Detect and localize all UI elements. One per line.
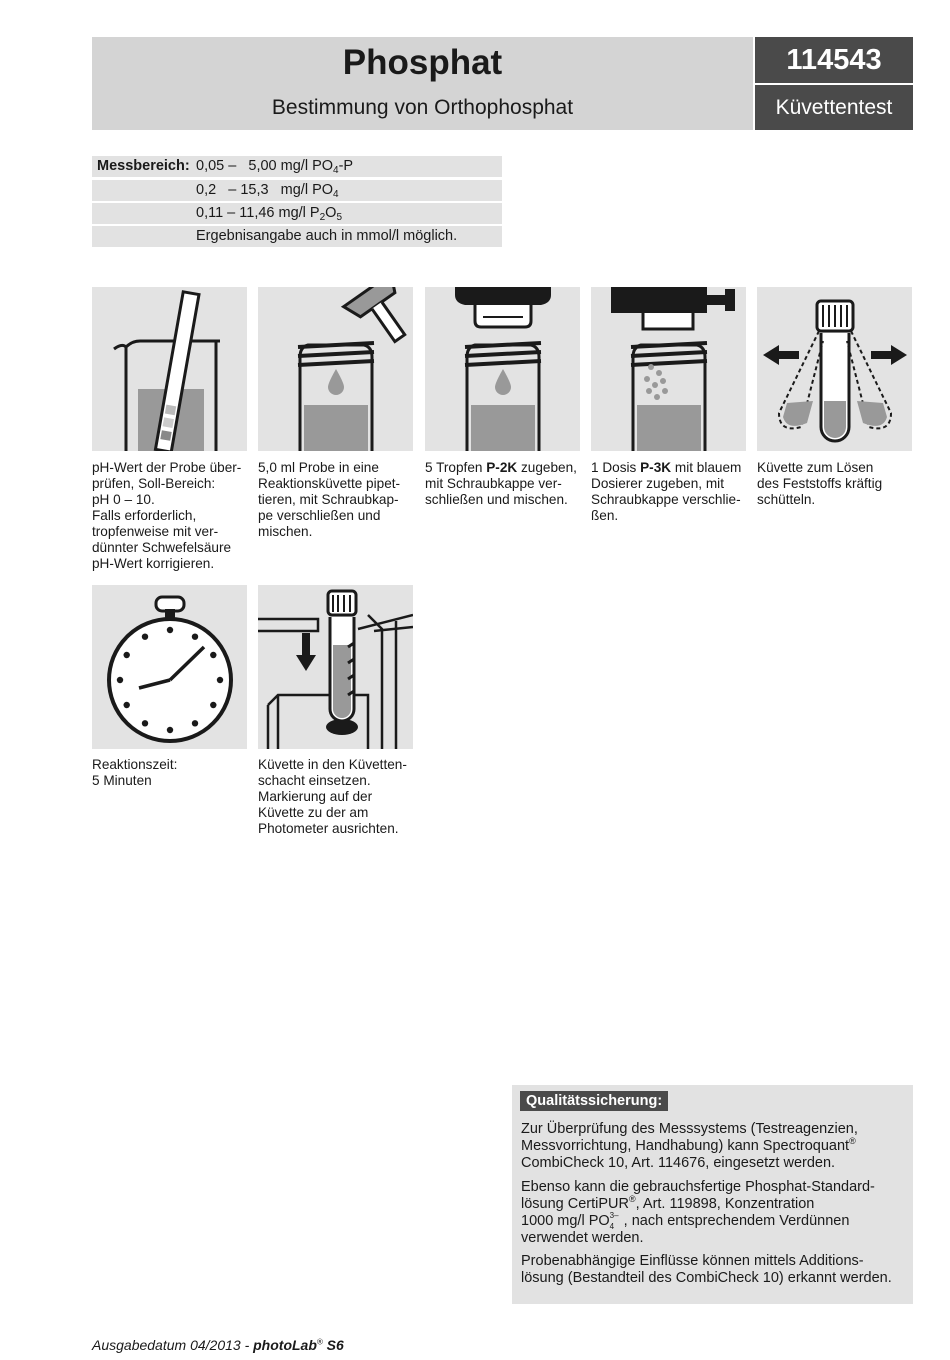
step-1-caption: pH-Wert der Probe über- prüfen, Soll-Bereich: pH 0 – 10. Falls erforderlich, tropfenweise mit ver- dünnter Schwefelsäure pH-Wert korrigieren.: [92, 460, 242, 571]
messbereich-value: 0,2 – 15,3 mg/l $PO_4$: [196, 182, 339, 200]
dropper-bottle-cuvette-icon: [425, 287, 580, 451]
stopwatch-tick: [192, 720, 198, 726]
insert-cuvette-photometer-icon: [258, 585, 413, 749]
messbereich-label: Messbereich:: [97, 158, 190, 174]
stopwatch-tick: [210, 652, 216, 658]
stopwatch-tick: [167, 727, 173, 733]
step-6-caption: Reaktionszeit: 5 Minuten: [92, 757, 178, 788]
quality-paragraph: Probenabhängige Einflüsse können mittels Additions- lösung (Bestandteil des CombiCheck 10) erkannt werden.: [521, 1253, 892, 1286]
stopwatch-tick: [142, 633, 148, 639]
messbereich-value: 0,05 – 5,00 mg/l $PO_4-P$: [196, 158, 354, 176]
dosing-cap-cuvette-icon: [591, 287, 746, 451]
stopwatch-tick: [117, 677, 123, 683]
stopwatch-tick: [167, 627, 173, 633]
footer: Ausgabedatum 04/2013 - photoLab® S6: [92, 1337, 344, 1353]
quality-paragraph: Zur Überprüfung des Messsystems (Testreagenzien, Messvorrichtung, Handhabung) kann Spectroquant® CombiCheck 10, Art. 114676, eingesetzt werden.: [521, 1121, 858, 1171]
messbereich-row: [92, 226, 502, 247]
pipette-cuvette-icon: [258, 287, 413, 451]
messbereich-row: [92, 180, 502, 201]
header-title-block: [92, 37, 753, 130]
page-subtitle: Bestimmung von Orthophosphat: [271, 96, 574, 119]
messbereich-value: 0,11 – 11,46 mg/l $P_2O_5$: [196, 205, 343, 223]
step-7-caption: Küvette in den Küvetten- schacht einsetzen. Markierung auf der Küvette zu der am Photometer ausrichten.: [258, 757, 407, 836]
stopwatch-tick: [123, 652, 129, 658]
messbereich-row: [92, 203, 502, 224]
quality-title: Qualitätssicherung:: [520, 1091, 668, 1111]
ph-strip-beaker-icon: [92, 287, 247, 451]
stopwatch-tick: [192, 633, 198, 639]
step-4-caption: 1 Dosis P-3K mit blauem Dosierer zugeben, mit Schraubkappe verschlie- ßen.: [591, 460, 742, 523]
quality-paragraph: Ebenso kann die gebrauchsfertige Phosphat-Standard- lösung CertiPUR®, Art. 119898, Konzentration 1000 mg/l PO 3– 4 , nach entsprechendem Verdünnen verwendet werden.: [521, 1179, 875, 1246]
step-5-caption: Küvette zum Lösen des Feststoffs kräftig schütteln.: [757, 460, 883, 507]
page-title: Phosphat: [342, 43, 503, 82]
test-type: Küvettentest: [755, 85, 913, 130]
stopwatch-tick: [210, 702, 216, 708]
stopwatch-tick: [142, 720, 148, 726]
stopwatch-icon: [92, 585, 247, 749]
stopwatch-tick: [217, 677, 223, 683]
step-2-caption: 5,0 ml Probe in eine Reaktionsküvette pipet- tieren, mit Schraubkap- pe verschließen und mischen.: [258, 460, 401, 539]
shake-cuvette-icon: [757, 287, 912, 451]
messbereich-row: [92, 156, 502, 177]
stopwatch-tick: [123, 702, 129, 708]
quality-assurance-box: [512, 1085, 913, 1304]
messbereich-note: Ergebnisangabe auch in mmol/l möglich.: [196, 228, 458, 244]
step-3-caption: 5 Tropfen P-2K zugeben, mit Schraubkappe ver- schließen und mischen.: [425, 460, 577, 507]
article-number: 114543: [755, 37, 913, 83]
